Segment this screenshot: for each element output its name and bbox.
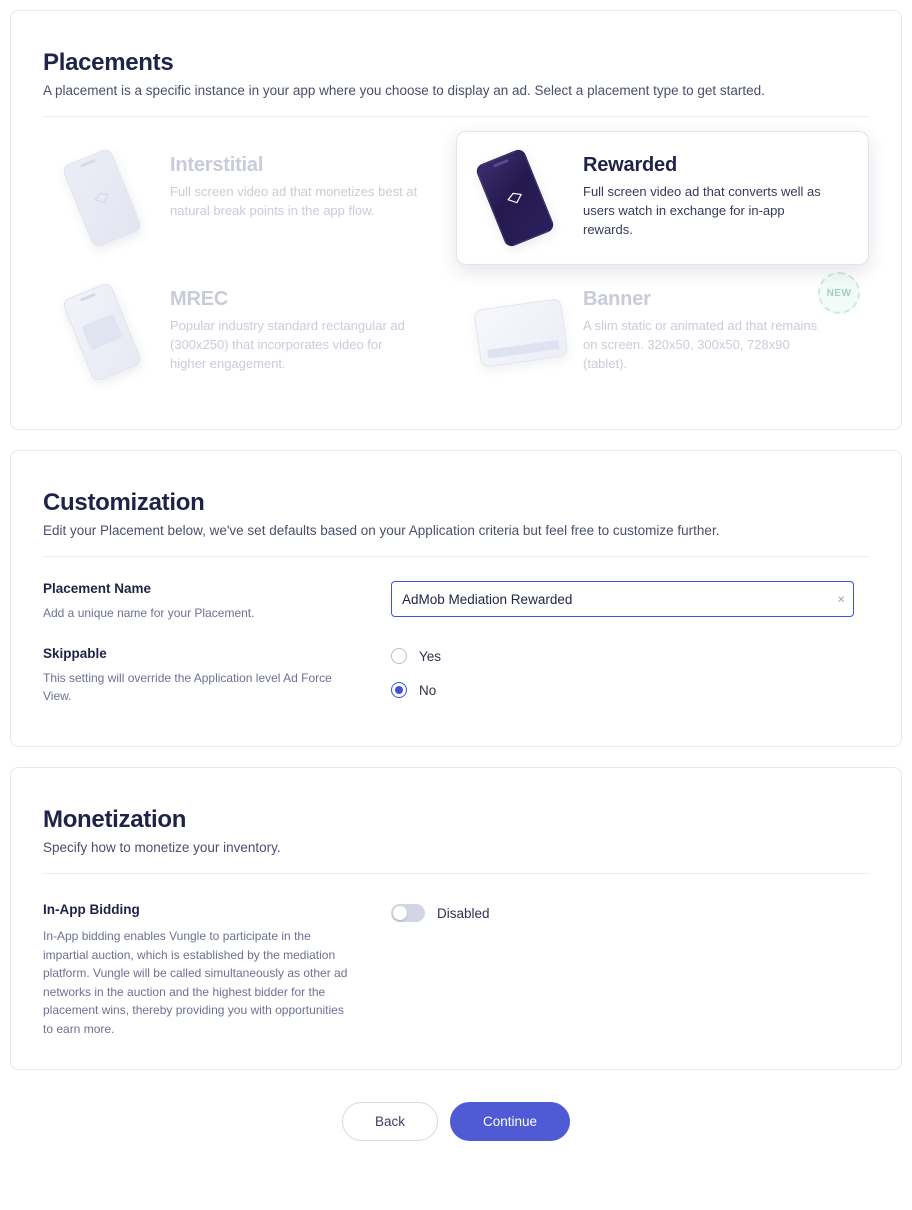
phone-notch bbox=[493, 159, 509, 168]
banner-thumbnail bbox=[473, 284, 569, 380]
radio-icon[interactable] bbox=[391, 648, 407, 664]
diamond-glyph-icon bbox=[91, 188, 113, 208]
banner-text bbox=[583, 284, 833, 374]
skippable-help: This setting will override the Application level Ad Force View. bbox=[43, 671, 332, 703]
mrec-ad-area bbox=[81, 314, 122, 351]
skippable-row bbox=[43, 646, 869, 716]
placement-name-row bbox=[43, 581, 869, 622]
monetization-subtitle: Specify how to monetize your inventory. bbox=[43, 840, 281, 855]
skippable-labels bbox=[43, 646, 391, 705]
radio-icon[interactable] bbox=[391, 682, 407, 698]
placement-name-input-wrap bbox=[391, 581, 854, 617]
diamond-glyph-icon bbox=[504, 188, 526, 208]
rewarded-text bbox=[583, 150, 833, 240]
placement-title: MREC bbox=[170, 288, 229, 310]
monetization-divider bbox=[43, 873, 869, 874]
toggle-switch[interactable] bbox=[391, 904, 425, 922]
customization-card bbox=[10, 450, 902, 747]
placements-subtitle: A placement is a specific instance in your app where you choose to display an ad. Select a placement type to get started. bbox=[43, 83, 765, 98]
placement-description: A slim static or animated ad that remains on screen. 320x50, 300x50, 728x90 (tablet). bbox=[583, 318, 818, 371]
phone-notch bbox=[80, 293, 96, 302]
customization-subtitle: Edit your Placement below, we've set defaults based on your Application criteria but feel free to customize further. bbox=[43, 523, 720, 538]
back-button[interactable]: Back bbox=[342, 1102, 438, 1141]
banner-ad-area bbox=[487, 340, 560, 359]
mrec-thumbnail bbox=[60, 284, 156, 380]
phone-icon bbox=[61, 147, 142, 248]
in-app-bidding-toggle-row[interactable] bbox=[391, 902, 490, 922]
new-badge-icon: NEW bbox=[818, 272, 860, 314]
phone-icon bbox=[61, 281, 142, 382]
placement-title: Banner bbox=[583, 288, 651, 310]
interstitial-thumbnail bbox=[60, 150, 156, 246]
mrec-text bbox=[170, 284, 420, 374]
in-app-bidding-labels bbox=[43, 902, 391, 1039]
monetization-card bbox=[10, 767, 902, 1070]
placements-divider bbox=[43, 116, 869, 117]
placement-name-help: Add a unique name for your Placement. bbox=[43, 606, 255, 620]
toggle-knob bbox=[393, 906, 407, 920]
placement-name-label: Placement Name bbox=[43, 581, 152, 596]
placement-description: Full screen video ad that converts well as users watch in exchange for in-app rewards. bbox=[583, 184, 821, 237]
in-app-bidding-help: In-App bidding enables Vungle to participate in the impartial auction, which is established by the mediation platform. Vungle will be called simultaneously as other ad networks in the auction and the highest bidder for the placement wins, thereby providing you with opportunities to earn more. bbox=[43, 929, 348, 1036]
skippable-option-label: Yes bbox=[419, 648, 442, 664]
placement-option-banner[interactable] bbox=[456, 265, 869, 399]
placement-title: Rewarded bbox=[583, 154, 677, 176]
placement-option-interstitial[interactable] bbox=[43, 131, 456, 265]
customization-title: Customization bbox=[43, 489, 205, 516]
customization-divider bbox=[43, 556, 869, 557]
in-app-bidding-row bbox=[43, 902, 869, 1039]
rewarded-thumbnail bbox=[473, 150, 569, 246]
skippable-option-label: No bbox=[419, 682, 437, 698]
skippable-option-no[interactable] bbox=[391, 682, 441, 698]
phone-notch bbox=[80, 159, 96, 168]
continue-button[interactable]: Continue bbox=[450, 1102, 570, 1141]
clear-icon[interactable]: × bbox=[837, 591, 845, 607]
in-app-bidding-state-label: Disabled bbox=[437, 905, 490, 921]
skippable-option-yes[interactable] bbox=[391, 648, 441, 664]
placement-title: Interstitial bbox=[170, 154, 264, 176]
placement-option-rewarded[interactable] bbox=[456, 131, 869, 265]
placement-type-grid bbox=[43, 131, 869, 399]
placement-description: Popular industry standard rectangular ad (300x250) that incorporates video for higher engagement. bbox=[170, 318, 405, 371]
placement-option-mrec[interactable] bbox=[43, 265, 456, 399]
footer-actions bbox=[10, 1090, 902, 1165]
interstitial-text bbox=[170, 150, 420, 221]
placement-name-labels bbox=[43, 581, 391, 622]
placements-card bbox=[10, 10, 902, 430]
placement-description: Full screen video ad that monetizes best at natural break points in the app flow. bbox=[170, 184, 418, 218]
placement-name-input[interactable] bbox=[391, 581, 854, 617]
placements-title: Placements bbox=[43, 49, 174, 76]
monetization-title: Monetization bbox=[43, 806, 187, 833]
tablet-icon bbox=[473, 298, 568, 368]
in-app-bidding-label: In-App Bidding bbox=[43, 902, 140, 917]
skippable-radio-group bbox=[391, 646, 441, 716]
skippable-label: Skippable bbox=[43, 646, 107, 661]
phone-icon bbox=[474, 147, 555, 248]
